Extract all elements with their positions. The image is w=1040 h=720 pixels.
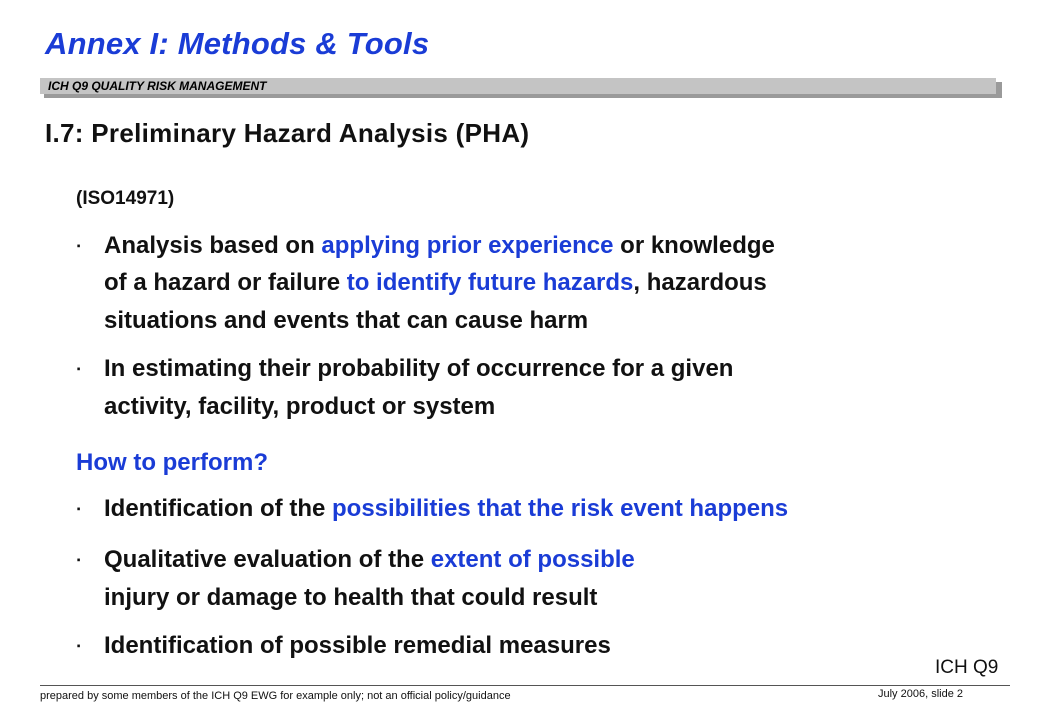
bullet-icon: ∙ [76, 499, 82, 519]
how-to-perform-heading: How to perform? [76, 449, 268, 476]
reference-standard: (ISO14971) [76, 188, 175, 209]
bullet3-highlight: possibilities that the risk event happens [332, 495, 789, 522]
bullet1-line3: situations and events that can cause harm [104, 307, 589, 334]
bullet2-line2: activity, facility, product or system [104, 393, 496, 420]
bullet-icon: ∙ [76, 236, 82, 256]
bullet1-text: Analysis based on [104, 232, 322, 259]
bullet1-text: , hazardous [633, 269, 767, 296]
annex-title: Annex I: Methods & Tools [45, 26, 430, 61]
bullet-icon: ∙ [76, 359, 82, 379]
bullet-icon: ∙ [76, 636, 82, 656]
ich-q9-mark: ICH Q9 [935, 657, 999, 678]
bullet1-text: of a hazard or failure [104, 269, 347, 296]
slide-heading: I.7: Preliminary Hazard Analysis (PHA) [45, 118, 530, 148]
bullet4-line2: injury or damage to health that could result [104, 584, 598, 611]
bullet1-highlight: applying prior experience [321, 232, 614, 259]
bullet-icon: ∙ [76, 550, 82, 570]
bullet1-line2 [104, 267, 767, 299]
banner-text: ICH Q9 QUALITY RISK MANAGEMENT [48, 79, 267, 93]
bullet4-line1 [104, 544, 635, 576]
bullet1-text: or knowledge [613, 232, 775, 259]
bullet1-highlight: to identify future hazards [346, 269, 634, 296]
bullet2-line1: In estimating their probability of occurrence for a given [104, 355, 734, 382]
footer-date-slide: July 2006, slide 2 [878, 688, 963, 700]
section-banner [40, 78, 996, 94]
footer-divider [40, 685, 1010, 686]
bullet3-line1 [104, 493, 788, 525]
bullet4-text: Qualitative evaluation of the [104, 546, 431, 573]
footer-disclaimer: prepared by some members of the ICH Q9 EWG for example only; not an official policy/guidance [40, 690, 511, 702]
bullet3-text: Identification of the [104, 495, 332, 522]
bullet4-highlight: extent of possible [430, 546, 635, 573]
bullet1-line1 [104, 230, 775, 262]
bullet5-line1: Identification of possible remedial measures [104, 632, 611, 659]
